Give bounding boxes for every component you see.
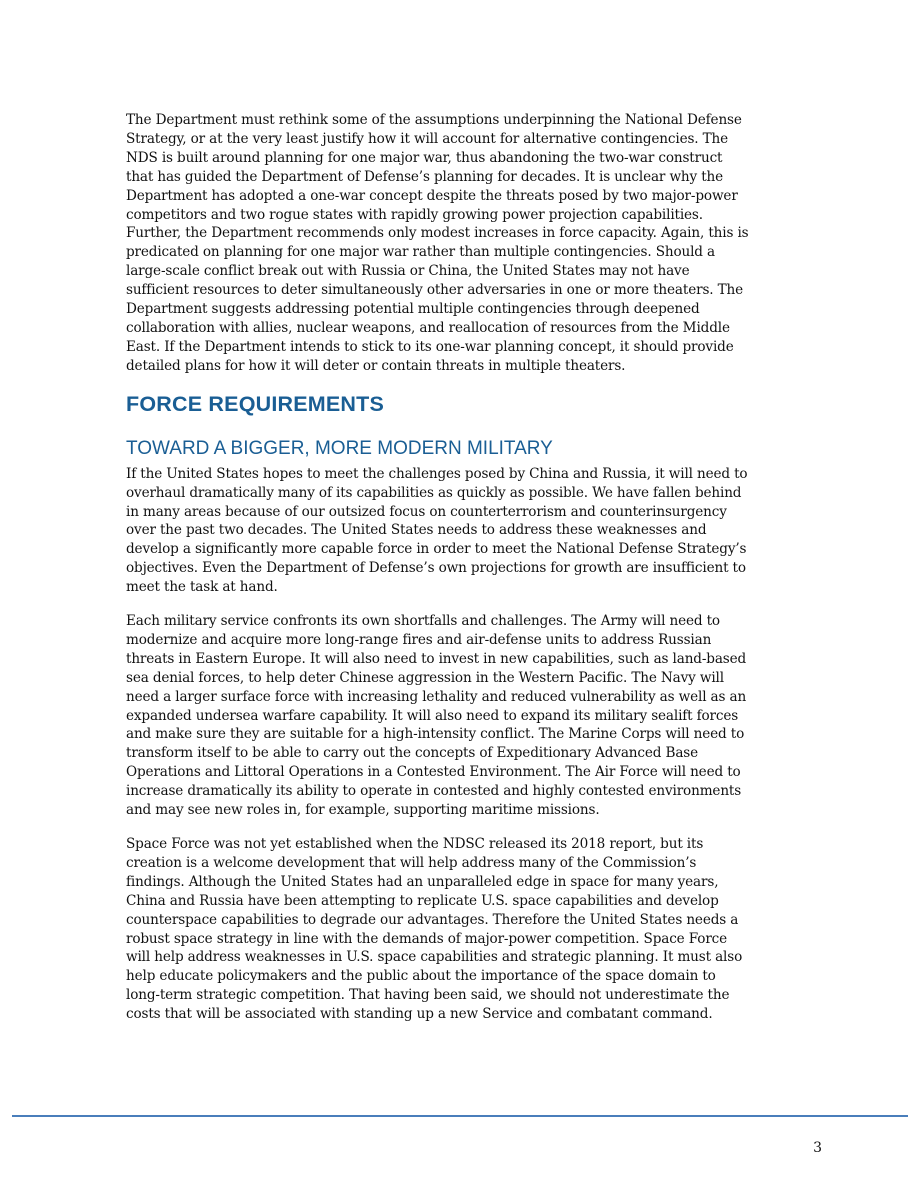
text-line: overhaul dramatically many of its capabilities as quickly as possible. We have fallen behind [126, 484, 742, 501]
text-line: increase dramatically its ability to operate in contested and highly contested environments [126, 783, 742, 800]
text-line: East. If the Department intends to stick to its one-war planning concept, it should provide [126, 338, 734, 355]
text-line: long-term strategic competition. That having been said, we should not underestimate the [126, 987, 730, 1004]
text-line: need a larger surface force with increasing lethality and reduced vulnerability as well as an [126, 688, 747, 705]
text-line: China and Russia have been attempting to replicate U.S. space capabilities and develop [126, 892, 719, 909]
text-line: transform itself to be able to carry out the concepts of Expeditionary Advanced Base [126, 745, 698, 762]
text-line: NDS is built around planning for one major war, thus abandoning the two-war construct [126, 149, 723, 166]
text-line: costs that will be associated with standing up a new Service and combatant command. [126, 1006, 713, 1023]
text-line: Strategy, or at the very least justify how it will account for alternative contingencies. The [126, 130, 729, 147]
paragraph-overhaul-capabilities [126, 465, 798, 597]
text-line: findings. Although the United States had an unparalleled edge in space for many years, [126, 873, 719, 890]
subsection-heading-bigger-military: TOWARD A BIGGER, MORE MODERN MILITARY [126, 437, 553, 459]
text-line: over the past two decades. The United States needs to address these weaknesses and [126, 522, 707, 539]
text-line: robust space strategy in line with the demands of major-power competition. Space Force [126, 930, 728, 947]
text-line: competitors and two rogue states with rapidly growing power projection capabilities. [126, 206, 703, 223]
text-line: Each military service confronts its own shortfalls and challenges. The Army will need to [126, 613, 720, 630]
text-line: collaboration with allies, nuclear weapons, and reallocation of resources from the Middle [126, 319, 730, 336]
text-line: If the United States hopes to meet the challenges posed by China and Russia, it will need to [126, 465, 748, 482]
text-line: Operations and Littoral Operations in a Contested Environment. The Air Force will need to [126, 764, 741, 781]
text-line: Department suggests addressing potential multiple contingencies through deepened [126, 301, 700, 318]
page-content [126, 111, 798, 1039]
text-line: modernize and acquire more long-range fires and air-defense units to address Russian [126, 631, 712, 648]
text-line: creation is a welcome development that will help address many of the Commission’s [126, 854, 697, 871]
text-line: counterspace capabilities to degrade our advantages. Therefore the United States needs a [126, 911, 739, 928]
text-line: sea denial forces, to help deter Chinese aggression in the Western Pacific. The Navy will [126, 669, 724, 686]
text-line: and make sure they are suitable for a high-intensity conflict. The Marine Corps will need to [126, 726, 745, 743]
text-line: that has guided the Department of Defense’s planning for decades. It is unclear why the [126, 168, 724, 185]
text-line: sufficient resources to deter simultaneously other adversaries in one or more theaters. The [126, 282, 744, 299]
text-line: meet the task at hand. [126, 579, 278, 596]
text-line: help educate policymakers and the public about the importance of the space domain to [126, 968, 716, 985]
text-line: develop a significantly more capable force in order to meet the National Defense Strategy’s [126, 541, 747, 558]
text-line: and may see new roles in, for example, supporting maritime missions. [126, 802, 600, 819]
section-heading-force-requirements: FORCE REQUIREMENTS [126, 391, 385, 416]
text-line: Further, the Department recommends only modest increases in force capacity. Again, this is [126, 225, 749, 242]
text-line: objectives. Even the Department of Defense’s own projections for growth are insufficient to [126, 560, 746, 577]
paragraph-service-shortfalls [126, 612, 798, 820]
text-line: threats in Eastern Europe. It will also need to invest in new capabilities, such as land-based [126, 650, 747, 667]
text-line: expanded undersea warfare capability. It will also need to expand its military sealift forces [126, 707, 739, 724]
text-line: Department has adopted a one-war concept despite the threats posed by two major-power [126, 187, 738, 204]
text-line: detailed plans for how it will deter or contain threats in multiple theaters. [126, 357, 626, 374]
text-line: The Department must rethink some of the assumptions underpinning the National Defense [126, 112, 742, 128]
paragraph-one-war-concept [126, 111, 798, 376]
text-line: predicated on planning for one major war rather than multiple contingencies. Should a [126, 244, 715, 261]
text-line: will help address weaknesses in U.S. space capabilities and strategic planning. It must also [126, 949, 743, 966]
text-line: large-scale conflict break out with Russia or China, the United States may not have [126, 263, 690, 280]
footer-divider [12, 1115, 908, 1117]
page-number: 3 [813, 1140, 822, 1156]
paragraph-space-force [126, 835, 798, 1024]
text-line: in many areas because of our outsized focus on counterterrorism and counterinsurgency [126, 503, 727, 520]
text-line: Space Force was not yet established when the NDSC released its 2018 report, but its [126, 836, 704, 852]
